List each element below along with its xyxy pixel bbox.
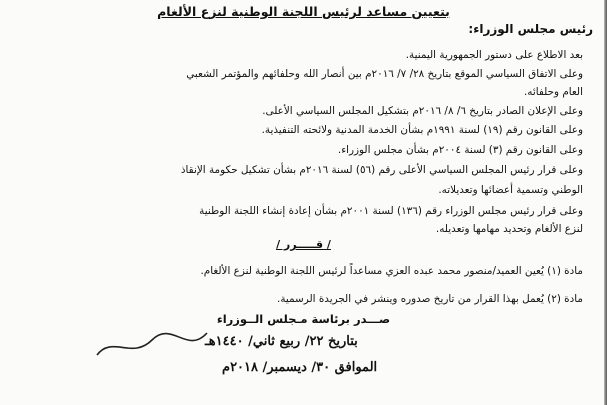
preamble-line-8: الوطني وتسمية أعضائها وتعديلاته. — [438, 184, 583, 196]
date-gregorian: الموافق ٣٠/ ديسمبر/ ٢٠١٨م — [222, 360, 378, 375]
preamble-line-1: بعد الاطلاع على دستور الجمهورية اليمنية. — [405, 49, 583, 61]
article-1: مادة (١) يُعين العميد/منصور محمد عبده العزي مساعداً لرئيس اللجنة الوطنية لنزع الألغام. — [200, 265, 583, 277]
preamble-line-5: وعلى القانون رقم (١٩) لسنة ١٩٩١م بشأن الخدمة المدنية ولائحته التنفيذية. — [261, 124, 583, 136]
decision-heading: / قـــــرر / — [276, 238, 331, 251]
handwritten-stroke-1 — [92, 325, 212, 365]
preamble-line-7: وعلى قرار رئيس المجلس السياسي الأعلى رقم (٥٦) لسنة ٢٠١٦م بشأن تشكيل حكومة الإنقاذ — [180, 164, 583, 176]
preamble-line-3: العام وحلفائه. — [523, 86, 583, 98]
article-2: مادة (٢) يُعمل بهذا القرار من تاريخ صدوره وينشر في الجريدة الرسمية. — [277, 293, 583, 305]
preamble-line-2: وعلى الاتفاق السياسي الموقع بتاريخ ٢٨/ ٧/ ٢٠١٦م بين أنصار الله وحلفائهم والمؤتمر الشعبي — [186, 68, 583, 80]
preamble-line-4: وعلى الإعلان الصادر بتاريخ ٦/ ٨/ ٢٠١٦م بتشكيل المجلس السياسي الأعلى. — [262, 105, 583, 117]
issued-at: صـــدر برئاسة مـجلس الــوزراء — [216, 312, 391, 326]
date-hijri: بتاريخ ٢٢/ ربيع ثاني/ ١٤٤٠هـ — [205, 334, 358, 349]
preamble-line-6: وعلى القانون رقم (٣) لسنة ٢٠٠٤م بشأن مجلس الوزراء. — [337, 144, 583, 156]
document-title: بتعيين مساعد لرئيس اللجنة الوطنية لنزع الألغام — [157, 4, 450, 19]
preamble-line-9: وعلى قرار رئيس مجلس الوزراء رقم (١٣٦) لسنة ٢٠٠١م بشأن إعادة إنشاء اللجنة الوطنية — [199, 205, 583, 217]
issuer-heading: رئيس مجلس الوزراء: — [468, 22, 593, 36]
preamble-line-10: لنزع الألغام وتحديد مهامها وتعديله. — [435, 223, 583, 235]
